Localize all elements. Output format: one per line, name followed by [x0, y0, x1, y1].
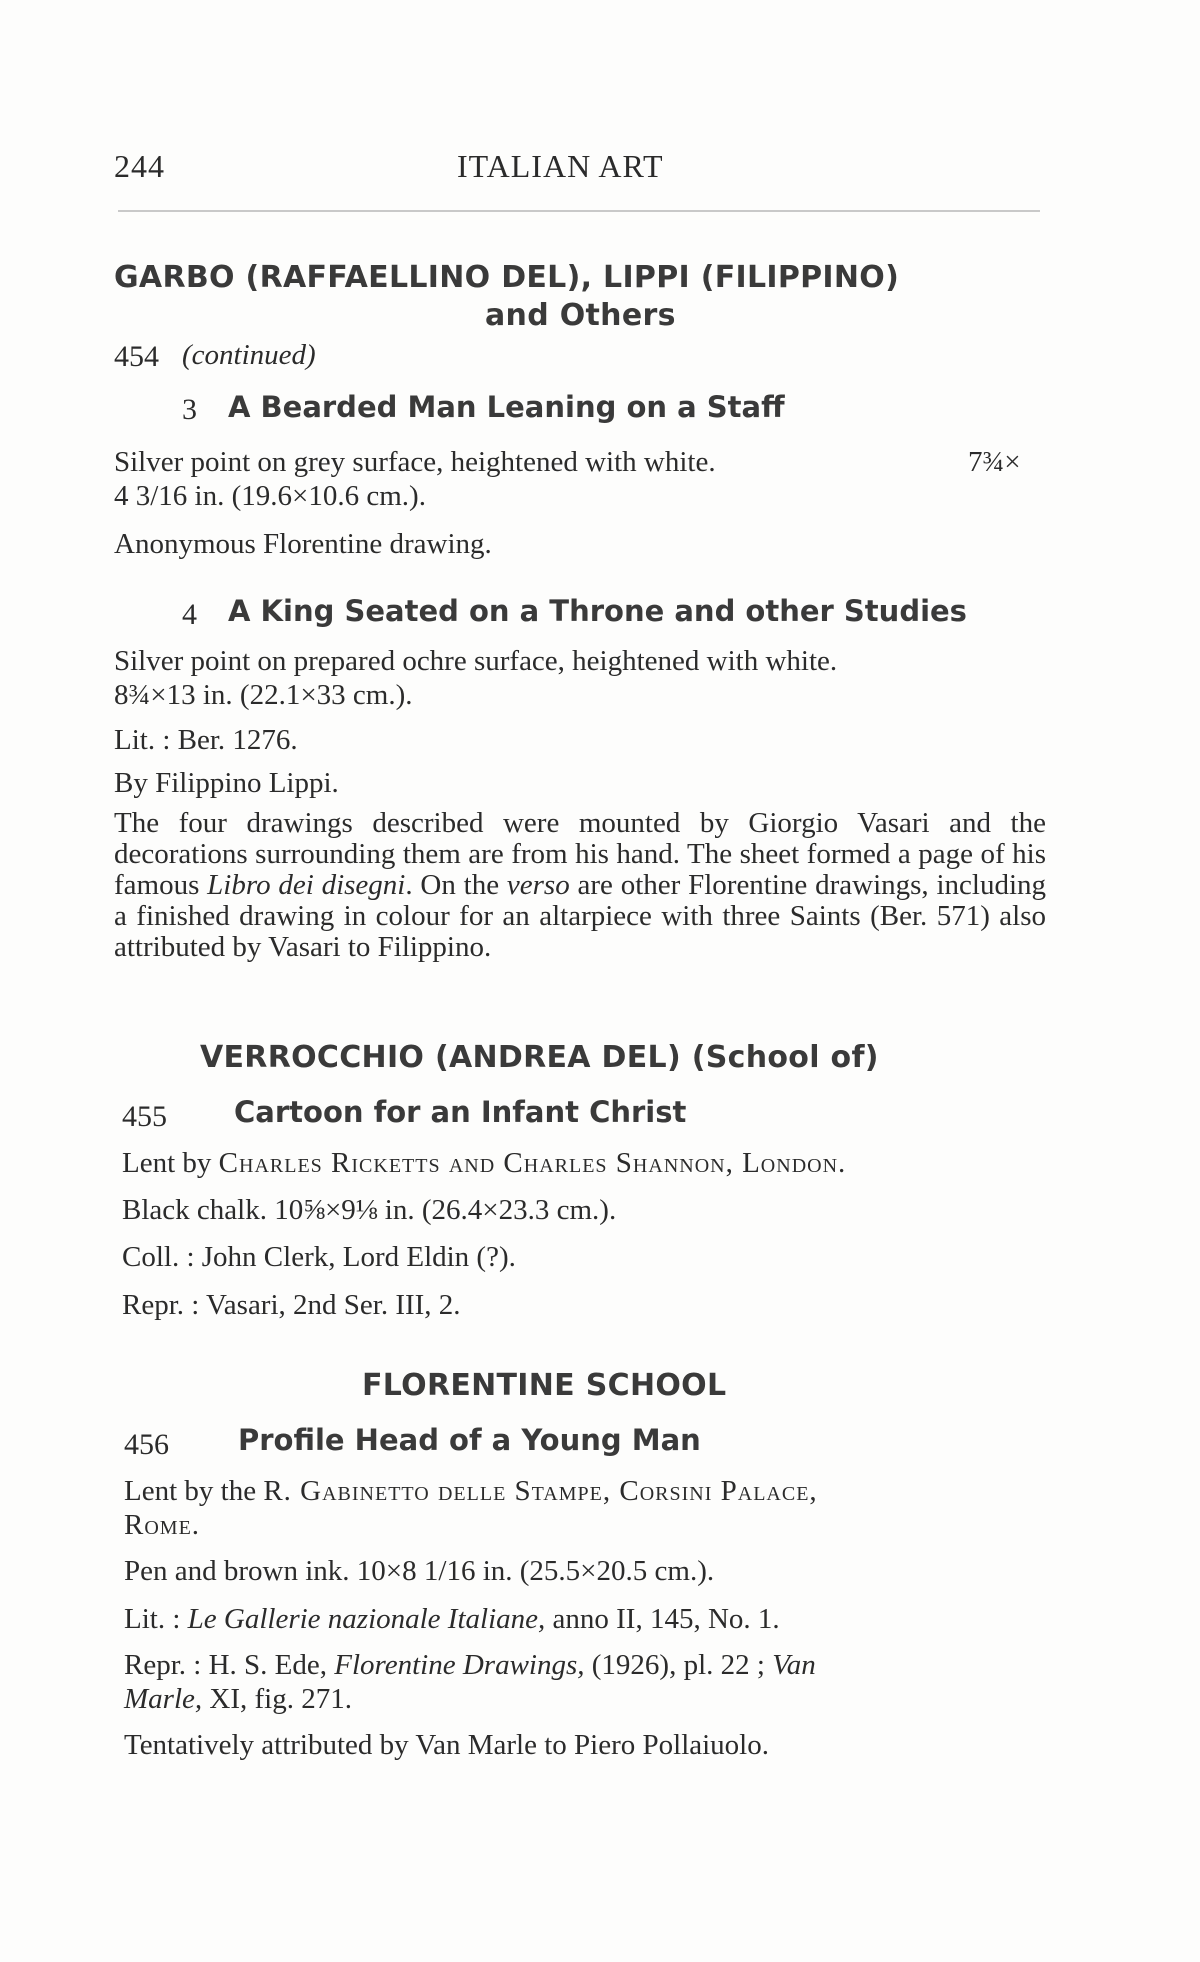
entry456-reproduction-line1 — [124, 1650, 816, 1681]
repr-line2-rest: XI, fig. 271. — [202, 1683, 352, 1715]
section-heading-florentine-school: FLORENTINE SCHOOL — [362, 1368, 727, 1403]
item4-medium-line1: Silver point on prepared ochre surface, heightened with white. — [114, 645, 838, 677]
item4-literature: Lit. : Ber. 1276. — [114, 724, 298, 756]
entry-continued: (continued) — [182, 339, 316, 371]
lent-prefix: Lent by — [122, 1147, 212, 1179]
repr-title: Florentine Drawings, — [334, 1649, 585, 1681]
lit-rest: anno II, 145, No. 1. — [545, 1603, 780, 1635]
lit-title: Le Gallerie nazionale Italiane, — [187, 1603, 546, 1635]
item4-medium-line2: 8¾×13 in. (22.1×33 cm.). — [114, 679, 413, 711]
repr-marle: Marle, — [124, 1683, 203, 1715]
running-head: ITALIAN ART — [457, 148, 664, 184]
repr-mid: (1926), pl. 22 ; — [584, 1649, 773, 1681]
entry-number-455: 455 — [122, 1100, 167, 1133]
item3-medium-line1: Silver point on grey surface, heightened with white. — [114, 446, 716, 478]
item3-medium-line2: 4 3/16 in. (19.6×10.6 cm.). — [114, 480, 426, 512]
entry455-medium: Black chalk. 10⅝×9⅛ in. (26.4×23.3 cm.). — [122, 1194, 617, 1226]
repr-van: Van — [772, 1649, 816, 1681]
section-subheading: and Others — [485, 298, 676, 333]
entry455-collection: Coll. : John Clerk, Lord Eldin (?). — [122, 1241, 516, 1273]
entry456-attribution: Tentatively attributed by Van Marle to Piero Pollaiuolo. — [124, 1729, 769, 1761]
entry456-medium: Pen and brown ink. 10×8 1/16 in. (25.5×20.5 cm.). — [124, 1555, 715, 1587]
note-text: are other Florentine drawings, including a finished drawing in colour for an altarpiece with three Saints (Ber. 571) also attributed by Vasari to Filippino. — [114, 869, 1046, 963]
note-italic-verso: verso — [506, 869, 570, 901]
note-text: . On the — [405, 869, 507, 901]
entry455-reproduction: Repr. : Vasari, 2nd Ser. III, 2. — [122, 1289, 461, 1321]
item3-attribution: Anonymous Florentine drawing. — [114, 528, 492, 560]
lender-name: Charles Ricketts and Charles Shannon, London. — [218, 1147, 847, 1179]
item-title-king-seated: A King Seated on a Throne and other Studies — [228, 594, 967, 628]
entry-title-cartoon: Cartoon for an Infant Christ — [234, 1095, 687, 1129]
repr-prefix: Repr. : H. S. Ede, — [124, 1649, 335, 1681]
note-italic-libro: Libro dei disegni — [207, 869, 406, 901]
header-rule — [118, 210, 1040, 212]
item-number-4: 4 — [182, 598, 197, 631]
entry456-literature — [124, 1604, 780, 1635]
lit-prefix: Lit. : — [124, 1603, 188, 1635]
entry-number-456: 456 — [124, 1428, 169, 1461]
item4-attribution: By Filippino Lippi. — [114, 767, 339, 799]
entry456-reproduction-line2 — [124, 1684, 352, 1715]
lender-name: R. Gabinetto delle Stampe, Corsini Palace, — [263, 1475, 818, 1507]
item-title-bearded-man: A Bearded Man Leaning on a Staff — [228, 390, 785, 424]
entry-number-454: 454 — [114, 340, 159, 373]
entry456-lent-line1 — [124, 1476, 1046, 1507]
section-heading-garbo-lippi: GARBO (RAFFAELLINO DEL), LIPPI (FILIPPINO) — [114, 260, 900, 295]
page-number: 244 — [114, 148, 165, 184]
section-heading-verrocchio: VERROCCHIO (ANDREA DEL) (School of) — [200, 1040, 879, 1075]
note-text: The four drawings described were mounted by Giorgio Vasari and the decorations surrounding them are from his hand. The sheet formed a page of his famous — [114, 807, 1046, 901]
entry455-lent — [122, 1148, 846, 1179]
item-number-3: 3 — [182, 393, 197, 426]
item3-medium-size: 7¾× — [968, 446, 1021, 478]
entry-title-profile-head: Profile Head of a Young Man — [238, 1423, 701, 1457]
item4-note-paragraph — [114, 808, 1046, 963]
entry456-lent-line2: Rome. — [124, 1509, 201, 1541]
lent-prefix: Lent by the — [124, 1475, 257, 1507]
